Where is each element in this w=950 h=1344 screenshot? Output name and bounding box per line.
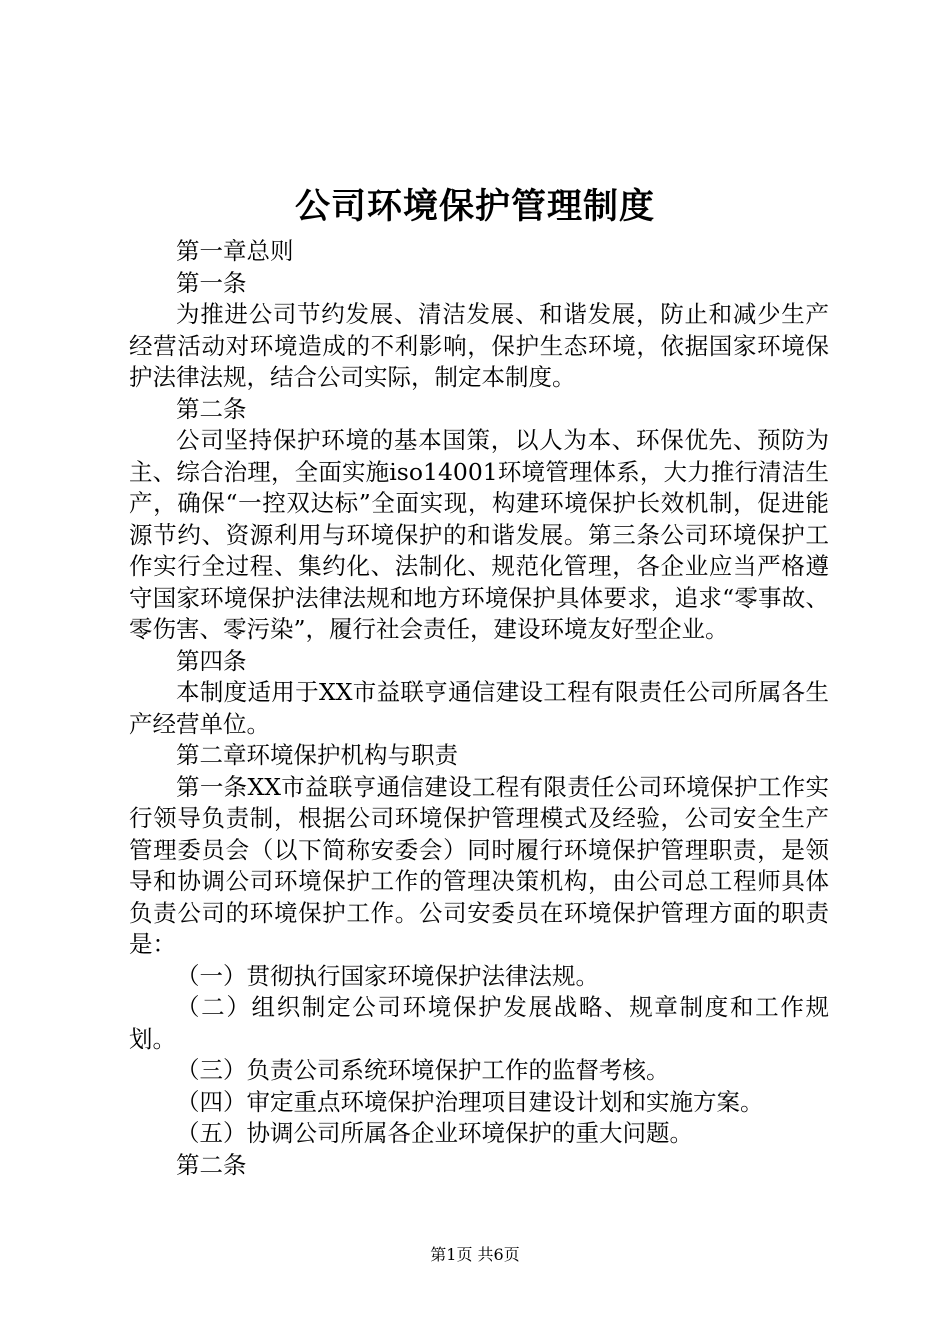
page-number: 第1页 — [430, 1245, 473, 1264]
list-item: （一）贯彻执行国家环境保护法律法规。 — [176, 961, 599, 990]
article-heading: 第二条 — [176, 1150, 247, 1179]
page-total: 共6页 — [477, 1245, 520, 1264]
chapter-heading: 第二章环境保护机构与职责 — [176, 741, 458, 769]
list-item: （三）负责公司系统环境保护工作的监督考核。 — [176, 1056, 670, 1084]
article-heading: 第一条 — [176, 268, 247, 297]
paragraph: 第一条XX市益联亨通信建设工程有限责任公司环境保护工作实行领导负责制，根据公司环境保护管理模式及经验，公司安全生产管理委员会（以下简称安委会）同时履行环境保护管理职责，是领导和协调公司环境保护工作的管理决策机构，由公司总工程师具体负责公司的环境保护工作。公司安委员在环境保护管理方面的职责是： — [129, 772, 829, 958]
page-footer — [0, 1244, 950, 1266]
paragraph: 为推进公司节约发展、清洁发展、和谐发展，防止和减少生产经营活动对环境造成的不利影响，保护生态环境，依据国家环境保护法律法规，结合公司实际，制定本制度。 — [129, 300, 829, 391]
list-item: （五）协调公司所属各企业环境保护的重大问题。 — [176, 1119, 693, 1147]
document-title: 公司环境保护管理制度 — [294, 187, 655, 227]
list-item: （四）审定重点环境保护治理项目建设计划和实施方案。 — [176, 1087, 764, 1116]
list-item: （二）组织制定公司环境保护发展战略、规章制度和工作规划。 — [129, 993, 829, 1053]
paragraph: 本制度适用于XX市益联亨通信建设工程有限责任公司所属各生产经营单位。 — [129, 678, 829, 738]
article-heading: 第二条 — [176, 394, 247, 423]
paragraph: 公司坚持保护环境的基本国策，以人为本、环保优先、预防为主、综合治理，全面实施iso14001环境管理体系，大力推行清洁生产，确保“一控双达标”全面实现，构建环境保护长效机制，促进能源节约、资源利用与环境保护的和谐发展。第三条公司环境保护工作实行全过程、集约化、法制化、规范化管理，各企业应当严格遵守国家环境保护法律法规和地方环境保护具体要求，追求“零事故、零伤害、零污染”，履行社会责任，建设环境友好型企业。 — [129, 426, 829, 643]
article-heading: 第四条 — [176, 646, 247, 675]
chapter-heading: 第一章总则 — [176, 237, 294, 265]
document-body — [129, 236, 829, 1181]
